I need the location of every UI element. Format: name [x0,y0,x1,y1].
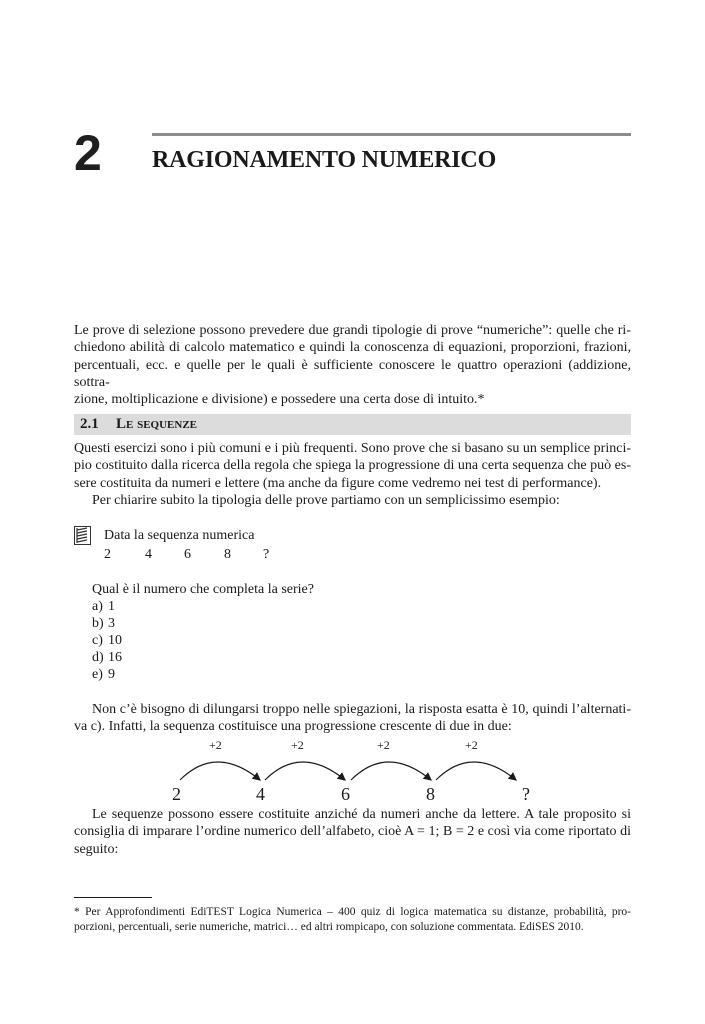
diagram-node: 2 [172,784,181,804]
section-line: pio costituito dalla ricerca della regola che spiega la progressione di una certa sequenza che può es- [74,458,631,474]
step-label: +2 [465,738,478,752]
explanation-line: Non c’è bisogno di dilungarsi troppo nelle spiegazioni, la risposta esatta è 10, quindi l’alternati- [92,702,631,717]
option-letter: a) [92,599,103,614]
option-letter: b) [92,615,104,631]
option-value: 9 [108,666,115,682]
sequence-number: 2 [104,547,111,562]
step-label: +2 [377,738,390,752]
option-value: 3 [108,615,115,631]
explanation-paragraph [74,701,631,736]
letters-line: Le sequenze possono essere costituite anziché da numeri anche da lettere. A tale proposito si [92,807,631,822]
letters-paragraph [74,806,631,858]
option-value: 16 [108,649,122,665]
footnote-rule [74,897,152,898]
section-paragraph [74,440,631,509]
section-title: Le sequenze [116,416,198,432]
diagram-node: 6 [341,784,350,804]
arrow-arc [265,762,345,780]
sequence-unknown: ? [263,547,270,562]
step-label: +2 [291,738,304,752]
section-line: Questi esercizi sono i più comuni e i più frequenti. Sono prove che si basano su un semplice princi- [74,441,631,456]
example-intro: Data la sequenza numerica [104,528,255,543]
letters-line: seguito: [74,841,119,857]
example-book-icon [74,526,91,545]
option-letter: d) [92,649,104,665]
option-letter: c) [92,632,103,648]
arrow-arc [351,762,431,780]
option-value: 10 [108,632,122,648]
footnote-line: porzioni, percentuali, serie numeriche, matrici… ed altri rompicapo, con soluzione commentata. EdiSES 2010. [74,920,584,933]
intro-line: Le prove di selezione possono prevedere due grandi tipologie di prove “numeriche”: quelle che ri- [74,323,631,338]
diagram-node: 4 [256,784,265,804]
diagram-node: 8 [426,784,435,804]
question-text: Qual è il numero che completa la serie? [92,582,314,597]
explanation-line: va c). Infatti, la sequenza costituisce una progressione crescente di due in due: [74,719,512,735]
chapter-rule [152,133,631,136]
diagram-unknown: ? [522,784,530,804]
footnote [74,905,631,934]
section-line: sere costituita da numeri e lettere (ma anche da figure come vedremo nei test di performance). [74,475,602,491]
letters-line: consiglia di imparare l’ordine numerico dell’alfabeto, cioè A = 1; B = 2 e così via come riportato di [74,824,631,840]
sequence-number: 8 [224,547,231,562]
intro-line: zione, moltiplicazione e divisione) e possedere una certa dose di intuito.* [74,392,485,408]
chapter-number: 2 [74,125,102,181]
footnote-line: * Per Approfondimenti EdiTEST Logica Numerica – 400 quiz di logica matematica su distanze, probabilità, pro- [74,906,631,918]
section-heading [74,414,631,435]
step-label: +2 [209,738,222,752]
option-value: 1 [108,599,115,614]
intro-paragraph [74,322,631,408]
option-a [92,598,122,615]
intro-line: chiedono abilità di calcolo matematico e quindi la conoscenza di equazioni, proporzioni, frazioni, [74,340,631,356]
arrow-arc [180,762,260,780]
sequence-number: 4 [145,547,152,562]
option-letter: e) [92,666,103,682]
answer-options [92,598,122,682]
option-d [92,649,122,666]
arrow-arc [436,762,516,780]
option-e [92,666,122,683]
chapter-title: RAGIONAMENTO NUMERICO [152,147,497,173]
intro-line: percentuali, ecc. e quelle per le quali è sufficiente conoscere le quattro operazioni (addizione, sottra- [74,357,631,390]
option-b [92,615,122,632]
section-number: 2.1 [80,416,99,432]
option-c [92,632,122,649]
sequence-number: 6 [184,547,191,562]
section-indent-line: Per chiarire subito la tipologia delle prove partiamo con un semplicissimo esempio: [92,492,560,508]
